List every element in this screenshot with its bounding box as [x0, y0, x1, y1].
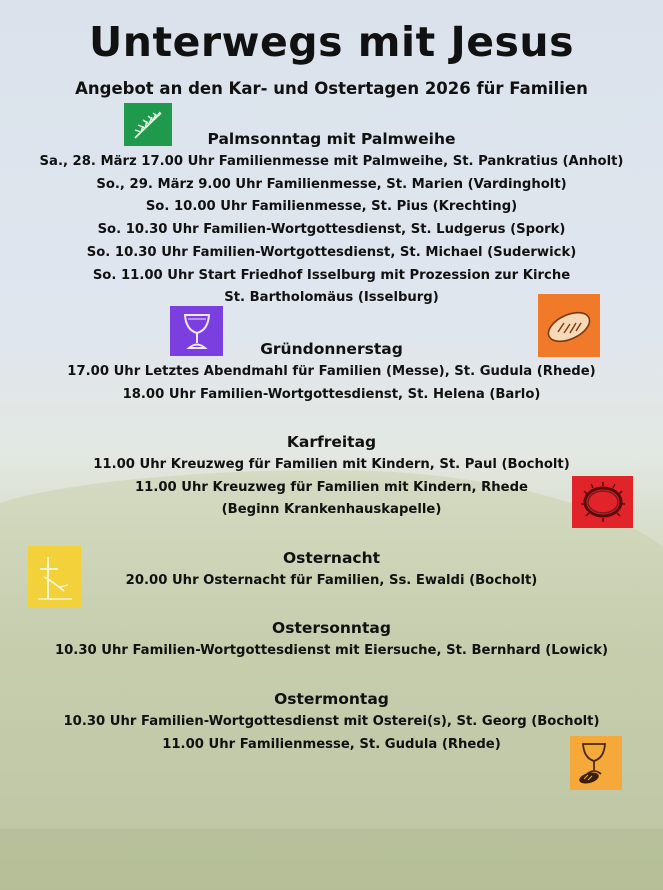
event-line: 11.00 Uhr Familienmesse, St. Gudula (Rhede) [162, 736, 501, 752]
event-line: St. Bartholomäus (Isselburg) [224, 290, 439, 306]
event-line: So. 10.00 Uhr Familienmesse, St. Pius (Krechting) [145, 199, 518, 215]
chalice-bread-icon [570, 736, 622, 790]
event-line: 10.30 Uhr Familien-Wortgottesdienst mit Eiersuche, St. Bernhard (Lowick) [54, 643, 609, 658]
palm-branch-icon [124, 103, 172, 146]
event-line: So. 11.00 Uhr Start Friedhof Isselburg mit Prozession zur Kirche [92, 267, 571, 283]
crown-of-thorns-icon [572, 476, 633, 528]
bread-icon [538, 294, 600, 357]
section-ostersonntag [0, 617, 663, 663]
event-line: 18.00 Uhr Familien-Wortgottesdienst, St. Helena (Barlo) [122, 386, 541, 402]
section-heading: Gründonnerstag [260, 340, 403, 358]
event-line: Sa., 28. März 17.00 Uhr Familienmesse mit Palmweihe, St. Pankratius (Anholt) [39, 154, 624, 169]
event-line: So., 29. März 9.00 Uhr Familienmesse, St. Marien (Vardingholt) [96, 176, 567, 192]
section-karfreitag [0, 431, 663, 522]
event-line: (Beginn Krankenhauskapelle) [221, 502, 442, 518]
section-heading: Karfreitag [286, 433, 377, 451]
page-title: Unterwegs mit Jesus [88, 18, 575, 66]
chalice-icon [170, 306, 223, 356]
event-line: So. 10.30 Uhr Familien-Wortgottesdienst, St. Ludgerus (Spork) [97, 222, 566, 238]
event-line: So. 10.30 Uhr Familien-Wortgottesdienst, St. Michael (Suderwick) [86, 244, 577, 260]
event-line: 11.00 Uhr Kreuzweg für Familien mit Kindern, St. Paul (Bocholt) [93, 457, 570, 472]
event-line: 10.30 Uhr Familien-Wortgottesdienst mit Osterei(s), St. Georg (Bocholt) [63, 714, 600, 729]
event-line: 11.00 Uhr Kreuzweg für Familien mit Kindern, Rhede [135, 479, 528, 495]
cross-icon [28, 546, 81, 608]
section-osternacht [0, 547, 663, 593]
event-line: 17.00 Uhr Letztes Abendmahl für Familien (Messe), St. Gudula (Rhede) [67, 364, 596, 379]
event-line: 20.00 Uhr Osternacht für Familien, Ss. Ewaldi (Bocholt) [125, 573, 538, 588]
section-heading: Ostersonntag [272, 619, 391, 637]
section-palmsonntag [0, 128, 663, 310]
section-heading: Osternacht [282, 549, 381, 567]
section-ostermontag [0, 688, 663, 756]
section-heading: Ostermontag [274, 690, 389, 708]
section-heading: Palmsonntag mit Palmweihe [207, 130, 456, 148]
page-subtitle: Angebot an den Kar- und Ostertagen 2026 für Familien [75, 79, 588, 98]
